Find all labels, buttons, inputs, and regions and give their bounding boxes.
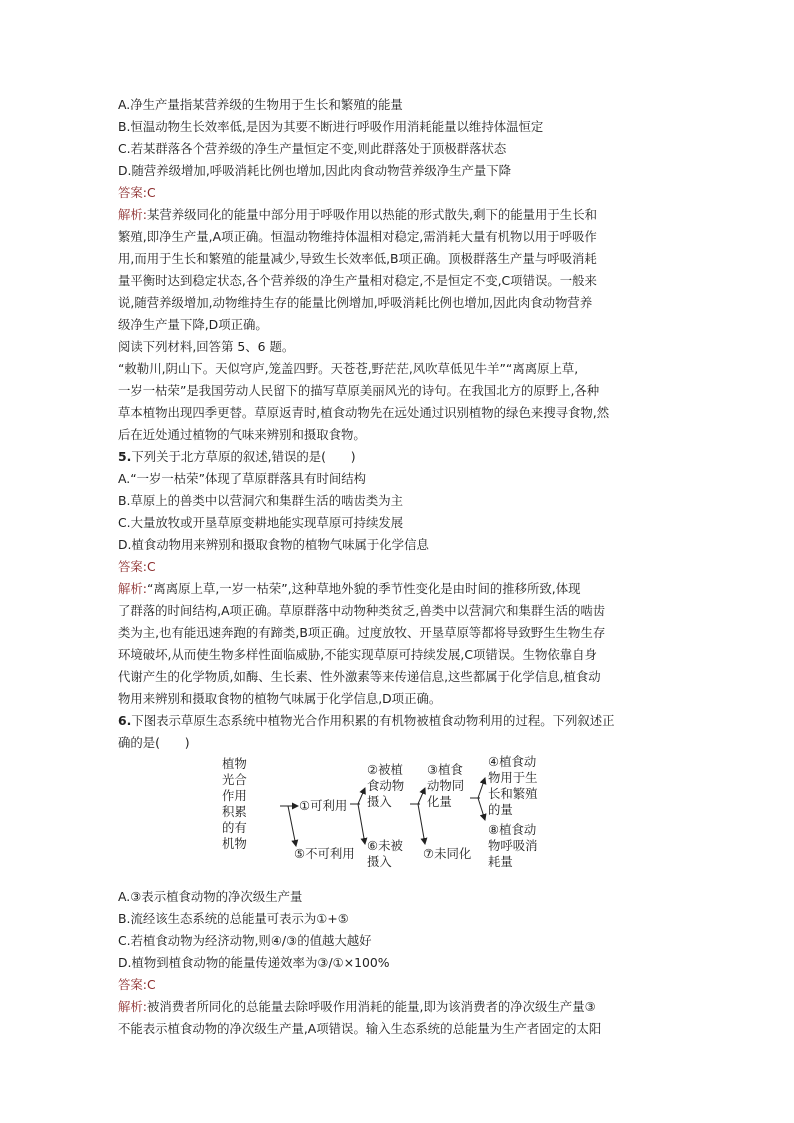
q6-explanation-label: 解析:: [118, 999, 147, 1014]
q6-explanation-line-2: 不能表示植食动物的净次级生产量,A项错误。输入生态系统的总能量为生产者固定的太阳: [118, 1021, 602, 1036]
node-assimilated: [427, 762, 464, 810]
node-not-assimilated: ⑦未同化: [423, 846, 472, 861]
q4-explanation-line-5: 说,随营养级增加,动物维持生存的能量比例增加,呼吸消耗比例也增加,因此肉食动物营养: [118, 295, 593, 310]
q6-answer: 答案:C: [118, 977, 156, 992]
q5-number: 5.: [118, 449, 132, 464]
node-ingested-line: ②被植: [367, 762, 403, 777]
node-source-line: 光合: [222, 772, 247, 787]
node-growth-line: 长和繁殖: [488, 786, 538, 801]
node-source-line: 积累: [222, 804, 247, 819]
arrow-to-not-ingested: [358, 804, 365, 844]
q5-explanation-line-2: 了群落的时间结构,A项正确。草原群落中动物种类贫乏,兽类中以营洞穴和集群生活的啮齿: [118, 603, 606, 618]
node-not-ingested-line: 摄入: [367, 854, 392, 869]
arrow-to-ingested: [358, 788, 365, 804]
q6-option-d: D.植物到植食动物的能量传递效率为③/①×100%: [118, 955, 390, 970]
q5-explanation-text: “离离原上草,一岁一枯荣”,这种草地外貌的季节性变化是由时间的推移所致,体现: [146, 581, 581, 596]
q6-stem-1: 下图表示草原生态系统中植物光合作用积累的有机物被植食动物利用的过程。下列叙述正: [131, 713, 615, 728]
node-respiration-line: ⑧植食动: [488, 822, 537, 837]
q6-option-c: C.若植食动物为经济动物,则④/③的值越大越好: [118, 933, 372, 948]
q4-explanation-line-6: 级净生产量下降,D项正确。: [118, 317, 268, 332]
material-line-4: 后在近处通过植物的气味来辨别和摄取食物。: [118, 427, 366, 442]
q6-option-b: B.流经该生态系统的总能量可表示为①+⑤: [118, 911, 349, 926]
node-ingested-line: 食动物: [367, 778, 405, 793]
q5-stem: 下列关于北方草原的叙述,错误的是( ): [131, 449, 356, 464]
node-assimilated-line: 化量: [427, 794, 452, 809]
q6-option-a: A.③表示植食动物的净次级生产量: [118, 889, 303, 904]
q4-explanation-label: 解析:: [118, 207, 147, 222]
node-usable: ①可利用: [299, 798, 348, 813]
q6-number: 6.: [118, 713, 132, 728]
q5-explanation-label: 解析:: [118, 581, 147, 596]
node-assimilated-line: ③植食: [427, 762, 463, 777]
node-source-line: 的有: [222, 820, 247, 835]
energy-flow-diagram: [118, 754, 678, 886]
q6-stem-line-1: [118, 710, 678, 732]
node-assimilated-line: 动物同: [427, 778, 465, 793]
q5-option-c: C.大量放牧或开垦草原变耕地能实现草原可持续发展: [118, 515, 404, 530]
node-source-line: 植物: [222, 756, 247, 771]
q5-answer: 答案:C: [118, 559, 156, 574]
arrow-to-respiration: [478, 798, 485, 820]
arrow-to-assimilated: [418, 788, 425, 804]
material-line-1: “敕勒川,阴山下。天似穹庐,笼盖四野。天苍苍,野茫茫,风吹草低见牛羊”“离离原上草,: [118, 361, 579, 376]
node-ingested: [367, 762, 404, 810]
q6-explanation-text: 被消费者所同化的总能量去除呼吸作用消耗的能量,即为该消费者的净次级生产量③: [146, 999, 596, 1014]
q4-explanation-line-4: 量平衡时达到稳定状态,各个营养级的净生产量相对稳定,不是恒定不变,C项错误。一般来: [118, 273, 597, 288]
q5-option-b: B.草原上的兽类中以营洞穴和集群生活的啮齿类为主: [118, 493, 404, 508]
q5-option-a: A.“一岁一枯荣”体现了草原群落具有时间结构: [118, 471, 367, 486]
q4-option-d: D.随营养级增加,呼吸消耗比例也增加,因此肉食动物营养级净生产量下降: [118, 163, 512, 178]
node-growth-line: 的量: [488, 802, 513, 817]
arrow-to-unusable: [288, 806, 296, 846]
node-growth-line: 物用于生: [488, 770, 538, 785]
node-source-line: 作用: [222, 788, 247, 803]
node-respiration: [488, 822, 538, 870]
q6-explanation-line-1: [118, 996, 678, 1018]
node-respiration-line: 物呼吸消: [488, 838, 538, 853]
q4-explanation-line-3: 用,而用于生长和繁殖的能量减少,导致生长效率低,B项正确。顶极群落生产量与呼吸消耗: [118, 251, 597, 266]
q5-explanation-line-6: 物用来辨别和摄取食物的植物气味属于化学信息,D项正确。: [118, 691, 442, 706]
material-line-3: 草本植物出现四季更替。草原返青时,植食动物先在远处通过识别植物的绿色来搜寻食物,然: [118, 405, 610, 420]
node-respiration-line: 耗量: [488, 854, 513, 869]
material-line-2: 一岁一枯荣”是我国劳动人民留下的描写草原美丽风光的诗句。在我国北方的原野上,各种: [118, 383, 600, 398]
q4-explanation-text: 某营养级同化的能量中部分用于呼吸作用以热能的形式散失,剩下的能量用于生长和: [146, 207, 597, 222]
q4-answer: 答案:C: [118, 185, 156, 200]
q5-option-d: D.植食动物用来辨别和摄取食物的植物气味属于化学信息: [118, 537, 429, 552]
q5-explanation-line-4: 环境破坏,从而使生物多样性面临威胁,不能实现草原可持续发展,C项错误。生物依靠自身: [118, 647, 597, 662]
q5-explanation-line-3: 类为主,也有能迅速奔跑的有蹄类,B项正确。过度放牧、开垦草原等都将导致野生生物生存: [118, 625, 606, 640]
node-growth: [488, 754, 538, 818]
q5-explanation-line-1: [118, 578, 678, 600]
node-ingested-line: 摄入: [367, 794, 392, 809]
q4-option-c: C.若某群落各个营养级的净生产量恒定不变,则此群落处于顶极群落状态: [118, 141, 507, 156]
q4-explanation-line-2: 繁殖,即净生产量,A项正确。恒温动物维持体温相对稳定,需消耗大量有机物以用于呼吸作: [118, 229, 597, 244]
q5-stem-line: [118, 446, 678, 468]
arrow-to-growth: [478, 778, 485, 798]
node-not-ingested-line: ⑥未被: [367, 838, 403, 853]
document-page: [118, 94, 678, 1040]
q4-option-a: A.净生产量指某营养级的生物用于生长和繁殖的能量: [118, 97, 403, 112]
node-growth-line: ④植食动: [488, 754, 537, 769]
node-source-line: 机物: [222, 836, 247, 851]
arrow-to-not-assimilated: [418, 804, 425, 844]
node-not-ingested: [367, 838, 403, 870]
q4-option-b: B.恒温动物生长效率低,是因为其要不断进行呼吸作用消耗能量以维持体温恒定: [118, 119, 544, 134]
q5-explanation-line-5: 代谢产生的化学物质,如酶、生长素、性外激素等来传递信息,这些都属于化学信息,植食动: [118, 669, 601, 684]
q6-stem-line-2: 确的是( ): [118, 735, 190, 750]
node-source: [222, 756, 247, 852]
q4-explanation-line-1: [118, 204, 678, 226]
node-unusable: ⑤不可利用: [294, 846, 355, 861]
material-intro: 阅读下列材料,回答第 5、6 题。: [118, 339, 295, 354]
